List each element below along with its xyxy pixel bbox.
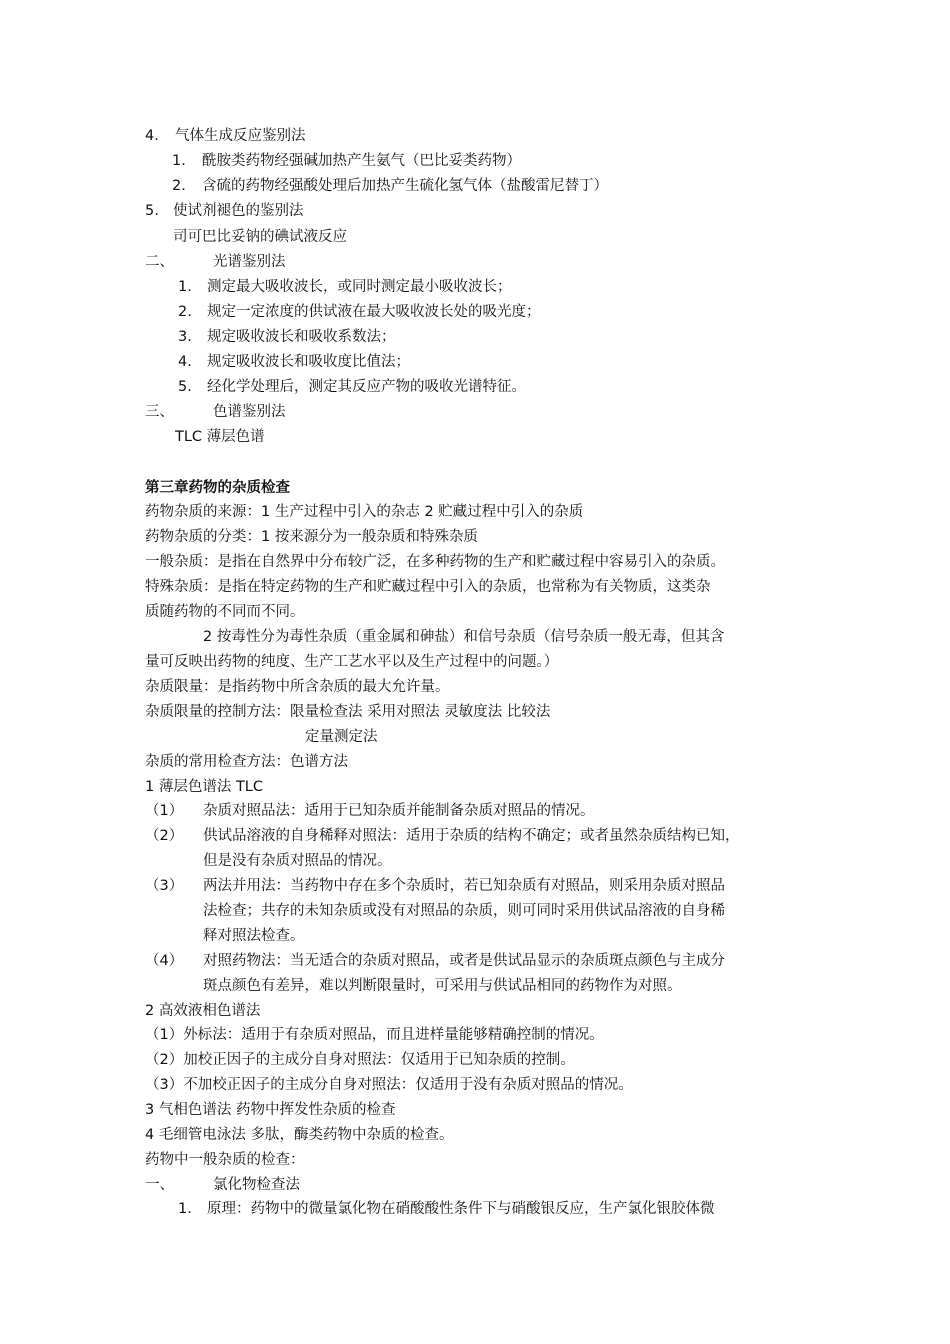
chromatography-heading — [145, 402, 286, 422]
list-item-continuation: 释对照法检查。 — [203, 928, 305, 944]
chloride-heading — [145, 1175, 300, 1195]
list-item: （3） 两法并用法：当药物中存在多个杂质时，若已知杂质有对照品，则采用杂质对照品 — [145, 878, 725, 894]
paragraph: 杂质限量：是指药物中所含杂质的最大允许量。 — [145, 679, 450, 695]
section-number: 一、 — [145, 1177, 174, 1193]
spectral-heading — [145, 252, 286, 272]
paragraph: 杂质的常用检查方法：色谱方法 — [145, 754, 348, 770]
paragraph: 2 按毒性分为毒性杂质（重金属和砷盐）和信号杂质（信号杂质一般无毒，但其含 — [203, 629, 725, 645]
subsection-title: 2 高效液相色谱法 — [145, 1003, 261, 1019]
section-5-heading — [145, 201, 304, 221]
list-item: （3）不加校正因子的主成分自身对照法：仅适用于没有杂质对照品的情况。 — [145, 1077, 633, 1093]
section-title: 氯化物检查法 — [213, 1177, 300, 1193]
paragraph: 量可反映出药物的纯度、生产工艺水平以及生产过程中的问题。） — [145, 654, 559, 670]
paragraph: 特殊杂质：是指在特定药物的生产和贮藏过程中引入的杂质，也常称为有关物质，这类杂 — [145, 579, 711, 595]
list-item: （2）加校正因子的主成分自身对照法：仅适用于已知杂质的控制。 — [145, 1052, 575, 1068]
paragraph: 药物杂质的来源：1 生产过程中引入的杂志 2 贮藏过程中引入的杂质 — [145, 504, 584, 520]
section-title: 使试剂褪色的鉴别法 — [173, 203, 304, 219]
list-item: 5. 经化学处理后，测定其反应产物的吸收光谱特征。 — [178, 379, 526, 395]
section-number: 二、 — [145, 254, 174, 270]
section-number: 4. — [145, 128, 159, 144]
list-item: （1）外标法：适用于有杂质对照品，而且进样量能够精确控制的情况。 — [145, 1027, 604, 1043]
list-item: 3. 规定吸收波长和吸收系数法； — [178, 329, 396, 345]
list-item: （1） 杂质对照品法：适用于已知杂质并能制备杂质对照品的情况。 — [145, 803, 595, 819]
paragraph: 药物杂质的分类：1 按来源分为一般杂质和特殊杂质 — [145, 529, 478, 545]
paragraph: 药物中一般杂质的检查： — [145, 1152, 305, 1168]
list-item: （4） 对照药物法：当无适合的杂质对照品，或者是供试品显示的杂质斑点颜色与主成分 — [145, 953, 725, 969]
list-item: 2. 规定一定浓度的供试液在最大吸收波长处的吸光度； — [178, 304, 541, 320]
paragraph: 司可巴比妥钠的碘试液反应 — [173, 229, 347, 245]
list-item: 4. 规定吸收波长和吸收度比值法； — [178, 354, 410, 370]
subsection-title: 1 薄层色谱法 TLC — [145, 779, 264, 795]
section-number: 三、 — [145, 404, 174, 420]
paragraph: 质随药物的不同而不同。 — [145, 604, 305, 620]
paragraph: TLC 薄层色谱 — [175, 429, 265, 445]
section-4-heading — [145, 126, 306, 146]
paragraph: 一般杂质：是指在自然界中分布较广泛，在多种药物的生产和贮藏过程中容易引入的杂质。 — [145, 554, 725, 570]
paragraph: 4 毛细管电泳法 多肽，酶类药物中杂质的检查。 — [145, 1127, 454, 1143]
section-number: 5. — [145, 203, 159, 219]
paragraph: 3 气相色谱法 药物中挥发性杂质的检查 — [145, 1102, 396, 1118]
list-item-continuation: 法检查；共存的未知杂质或没有对照品的杂质，则可同时采用供试品溶液的自身稀 — [203, 903, 725, 919]
list-item: （2） 供试品溶液的自身稀释对照法：适用于杂质的结构不确定；或者虽然杂质结构已知， — [145, 828, 740, 844]
paragraph: 杂质限量的控制方法：限量检查法 采用对照法 灵敏度法 比较法 — [145, 704, 551, 720]
list-item: 1. 原理：药物中的微量氯化物在硝酸酸性条件下与硝酸银反应，生产氯化银胶体微 — [178, 1201, 715, 1217]
list-item: 1. 测定最大吸收波长，或同时测定最小吸收波长； — [178, 279, 512, 295]
list-item-continuation: 斑点颜色有差异，难以判断限量时，可采用与供试品相同的药物作为对照。 — [203, 978, 682, 994]
chapter-title: 第三章药物的杂质检查 — [145, 480, 290, 496]
section-title: 气体生成反应鉴别法 — [175, 128, 306, 144]
section-title: 色谱鉴别法 — [213, 404, 286, 420]
paragraph: 定量测定法 — [305, 729, 378, 745]
section-title: 光谱鉴别法 — [213, 254, 286, 270]
list-item-continuation: 但是没有杂质对照品的情况。 — [203, 853, 392, 869]
list-item: 1. 酰胺类药物经强碱加热产生氨气（巴比妥类药物） — [172, 153, 521, 169]
list-item: 2. 含硫的药物经强酸处理后加热产生硫化氢气体（盐酸雷尼替丁） — [172, 178, 608, 194]
